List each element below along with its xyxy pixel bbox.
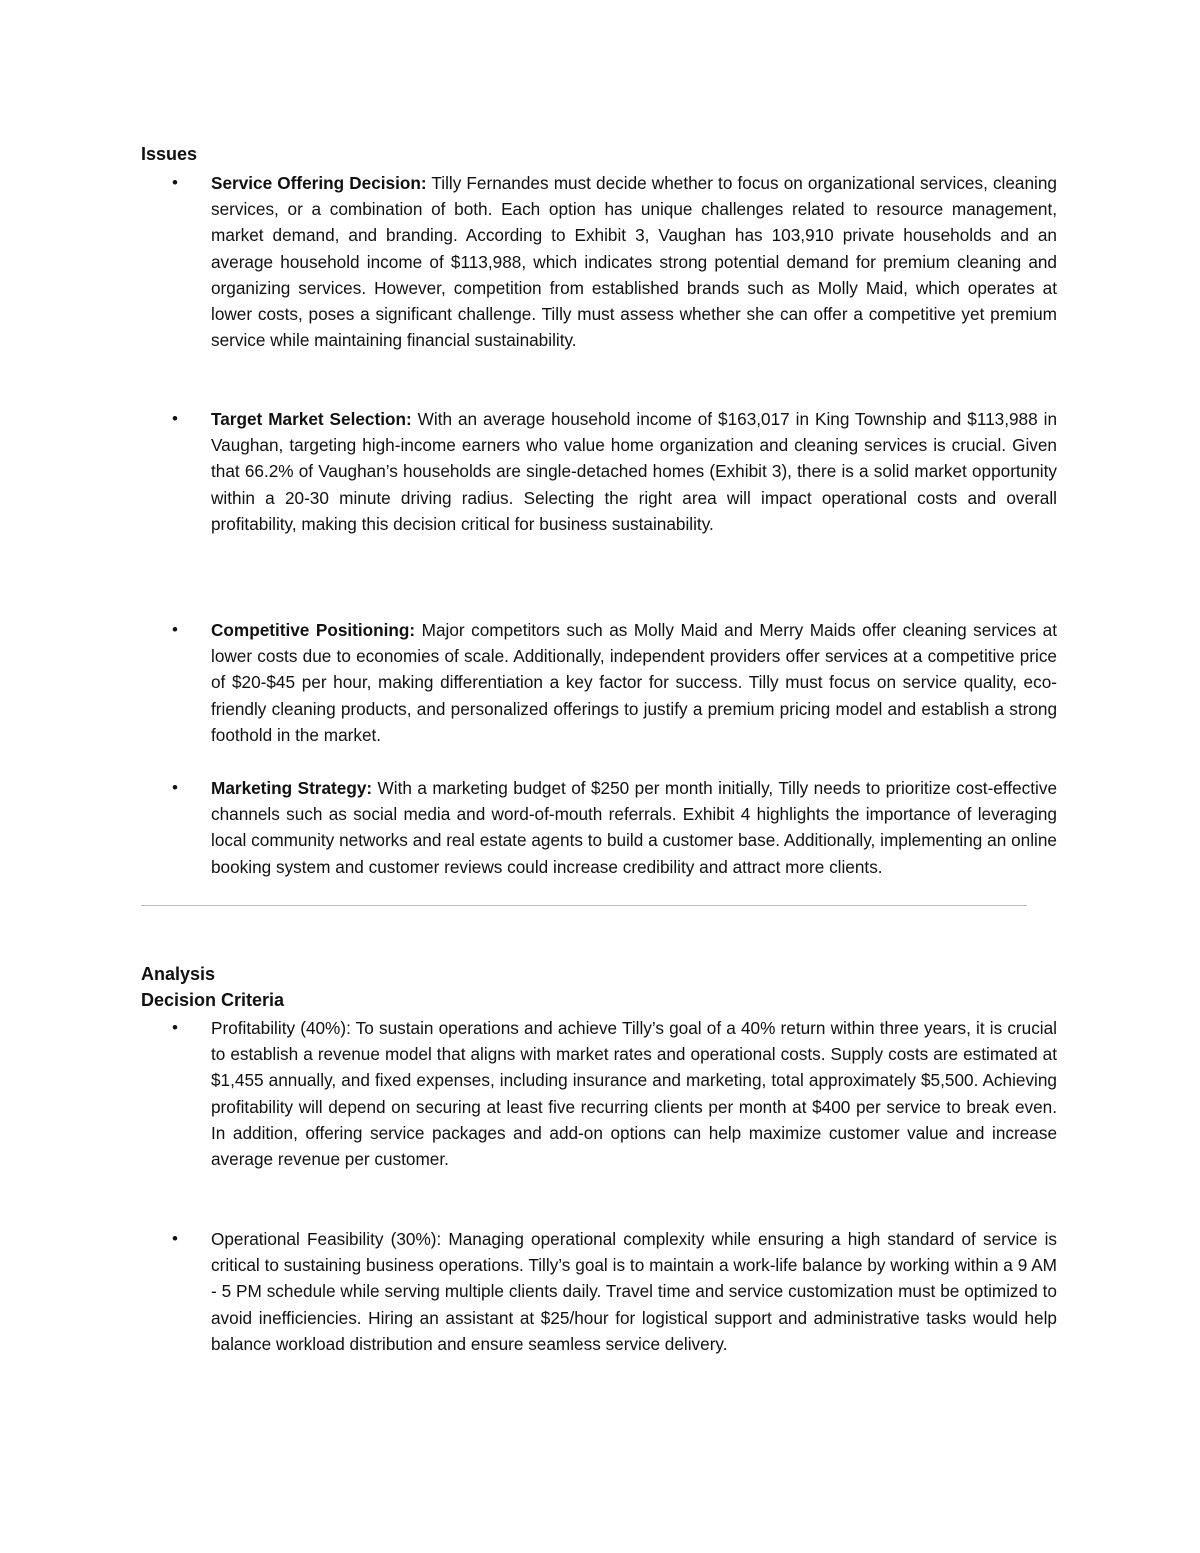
issue-term: Target Market Selection:	[211, 409, 412, 429]
bullet-icon: •	[172, 409, 178, 428]
issues-heading: Issues	[141, 144, 198, 164]
issue-marketing-strategy	[172, 775, 1057, 880]
bullet-icon: •	[172, 1018, 178, 1037]
section-divider	[141, 905, 1027, 906]
issue-text: With a marketing budget of $250 per month initially, Tilly needs to prioritize cost-effective channels such as social media and word-of-mouth referrals. Exhibit 4 highlights the importance of leveraging local community networks and real estate agents to build a customer base. Additionally, implementing an online booking system and customer reviews could increase credibility and attract more clients.	[211, 778, 1057, 877]
decision-criteria-heading: Decision Criteria	[141, 990, 285, 1010]
bullet-icon: •	[172, 778, 178, 797]
issue-target-market	[172, 406, 1057, 537]
criterion-operational-feasibility	[172, 1226, 1057, 1357]
issue-competitive-positioning	[172, 617, 1058, 748]
issue-text: Tilly Fernandes must decide whether to focus on organizational services, cleaning services, or a combination of both. Each option has unique challenges related to resource management, market demand, and branding. According to Exhibit 3, Vaughan has 103,910 private households and an average household income of $113,988, which indicates strong potential demand for premium cleaning and organizing services. However, competition from established brands such as Molly Maid, which operates at lower costs, poses a significant challenge. Tilly must assess whether she can offer a competitive yet premium service while maintaining financial sustainability.	[211, 173, 1057, 351]
issue-text: Major competitors such as Molly Maid and Merry Maids offer cleaning services at lower costs due to economies of scale. Additionally, independent providers offer services at a competitive price of $20-$45 per hour, making differentiation a key factor for success. Tilly must focus on service quality, eco-friendly cleaning products, and personalized offerings to justify a premium pricing model and establish a strong foothold in the market.	[211, 620, 1058, 745]
issue-term: Competitive Positioning:	[211, 620, 416, 640]
criterion-text: Operational Feasibility (30%): Managing operational complexity while ensuring a high standard of service is critical to sustaining business operations. Tilly’s goal is to maintain a work-life balance by working within a 9 AM - 5 PM schedule while serving multiple clients daily. Travel time and service customization must be optimized to avoid inefficiencies. Hiring an assistant at $25/hour for logistical support and administrative tasks would help balance workload distribution and ensure seamless service delivery.	[211, 1229, 1057, 1354]
bullet-icon: •	[172, 1229, 178, 1248]
bullet-icon: •	[172, 173, 178, 192]
issue-term: Service Offering Decision:	[211, 173, 427, 193]
issue-text: With an average household income of $163,017 in King Township and $113,988 in Vaughan, targeting high-income earners who value home organization and cleaning services is crucial. Given that 66.2% of Vaughan’s households are single-detached homes (Exhibit 3), there is a solid market opportunity within a 20-30 minute driving radius. Selecting the right area will impact operational costs and overall profitability, making this decision critical for business sustainability.	[211, 409, 1057, 534]
bullet-icon: •	[172, 620, 178, 639]
criterion-text: Profitability (40%): To sustain operations and achieve Tilly’s goal of a 40% return within three years, it is crucial to establish a revenue model that aligns with market rates and operational costs. Supply costs are estimated at $1,455 annually, and fixed expenses, including insurance and marketing, total approximately $5,500. Achieving profitability will depend on securing at least five recurring clients per month at $400 per service to break even. In addition, offering service packages and add-on options can help maximize customer value and increase average revenue per customer.	[211, 1018, 1057, 1170]
criterion-profitability	[172, 1015, 1057, 1172]
issue-service-offering	[172, 170, 1057, 353]
analysis-heading: Analysis	[141, 964, 216, 984]
issue-term: Marketing Strategy:	[211, 778, 373, 798]
